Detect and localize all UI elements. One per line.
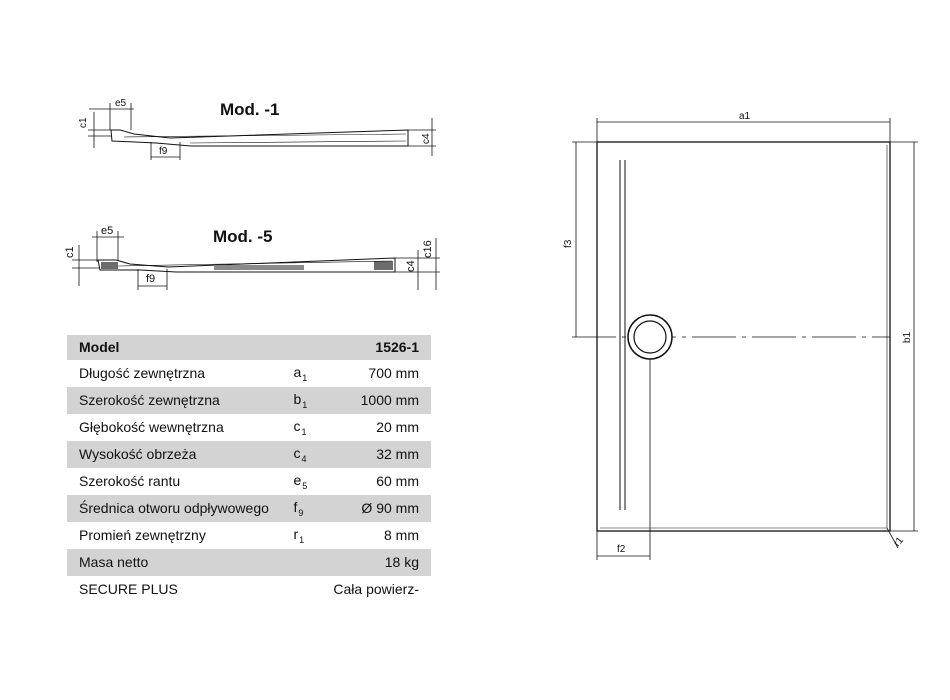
plan-drain-inner	[634, 321, 666, 353]
row-label: Wysokość obrzeża	[67, 441, 293, 468]
mod5-c1-dimension	[72, 245, 100, 286]
row-label: Szerokość zewnętrzna	[67, 387, 293, 414]
symbol-subscript: 1	[302, 400, 308, 410]
row-label: Masa netto	[67, 549, 293, 576]
spec-table	[67, 335, 431, 603]
table-row	[67, 576, 431, 603]
row-symbol	[293, 441, 333, 468]
mod1-c1-dimension	[88, 112, 112, 148]
row-symbol	[293, 468, 333, 495]
row-symbol	[293, 495, 333, 522]
row-label: SECURE PLUS	[79, 581, 178, 597]
row-symbol	[293, 414, 333, 441]
symbol-letter: r	[293, 526, 299, 542]
row-symbol	[293, 522, 333, 549]
mod1-title: Mod. -1	[220, 100, 280, 119]
mod1-c1-label: c1	[78, 117, 89, 128]
plan-b1-label: b1	[902, 331, 913, 343]
mod1-e5-label: e5	[115, 98, 127, 109]
symbol-subscript: 5	[302, 481, 308, 491]
row-symbol	[293, 360, 333, 387]
row-label: Średnica otworu odpływowego	[67, 495, 293, 522]
row-symbol	[293, 387, 333, 414]
table-row	[67, 360, 431, 387]
table-header-row	[67, 335, 431, 360]
symbol-letter: c	[293, 445, 301, 461]
row-label: Szerokość rantu	[79, 473, 181, 489]
table-row	[67, 522, 431, 549]
mod5-core-fill-middle	[214, 265, 304, 270]
mod5-rim-fill-left	[101, 262, 118, 269]
plan-view	[550, 100, 950, 580]
row-label: Głębokość wewnętrzna	[79, 419, 224, 435]
row-value: 60 mm	[376, 473, 419, 489]
symbol-subscript: 4	[301, 454, 307, 464]
table-row	[67, 468, 431, 495]
table-row	[67, 549, 431, 576]
table-row	[67, 441, 431, 468]
plan-a1-label: a1	[739, 111, 751, 122]
row-value: 18 kg	[333, 549, 431, 576]
mod1-tray-body	[111, 130, 408, 146]
mod1-f9-label: f9	[159, 146, 168, 157]
mod5-f9-label: f9	[146, 273, 156, 285]
row-label: Promień zewnętrzny	[79, 527, 206, 543]
mod5-c1-label: c1	[64, 246, 76, 258]
symbol-subscript: 9	[298, 508, 304, 518]
symbol-letter: b	[293, 391, 302, 407]
symbol-letter: a	[293, 364, 302, 380]
plan-f3-label: f3	[563, 239, 574, 248]
plan-r1-label: r1	[891, 535, 907, 549]
plan-f3-dimension	[572, 142, 597, 337]
row-symbol	[293, 549, 333, 576]
table-row	[67, 387, 431, 414]
mod1-c4-label: c4	[421, 133, 432, 144]
symbol-subscript: 1	[302, 373, 308, 383]
table-row	[67, 495, 431, 522]
symbol-letter: f	[293, 499, 298, 515]
mod5-rim-fill-right	[374, 261, 393, 270]
row-value: 700 mm	[368, 365, 419, 381]
profile-drawings	[0, 0, 450, 310]
row-value: 20 mm	[376, 419, 419, 435]
symbol-subscript: 1	[299, 535, 305, 545]
row-value: 32 mm	[333, 441, 431, 468]
plan-f2-label: f2	[617, 544, 626, 555]
row-symbol	[293, 576, 333, 603]
row-value: 1000 mm	[333, 387, 431, 414]
header-model-label: Model	[67, 335, 293, 360]
symbol-subscript: 1	[301, 427, 307, 437]
mod5-c4-label: c4	[405, 260, 417, 272]
spec-table-body	[67, 335, 431, 603]
mod5-c16-label: c16	[422, 240, 434, 258]
row-label: Długość zewnętrzna	[79, 365, 206, 381]
mod1-e5-dimension	[89, 103, 134, 130]
symbol-letter: c	[293, 418, 301, 434]
table-row	[67, 414, 431, 441]
header-symbol-cell	[293, 335, 333, 360]
symbol-letter: e	[293, 472, 302, 488]
row-value: Cała powierz-	[333, 581, 419, 597]
header-model-value: 1526-1	[333, 335, 431, 360]
row-value: 8 mm	[384, 527, 419, 543]
mod5-e5-label: e5	[101, 225, 114, 237]
row-value: Ø 90 mm	[333, 495, 431, 522]
mod5-title: Mod. -5	[213, 227, 273, 246]
